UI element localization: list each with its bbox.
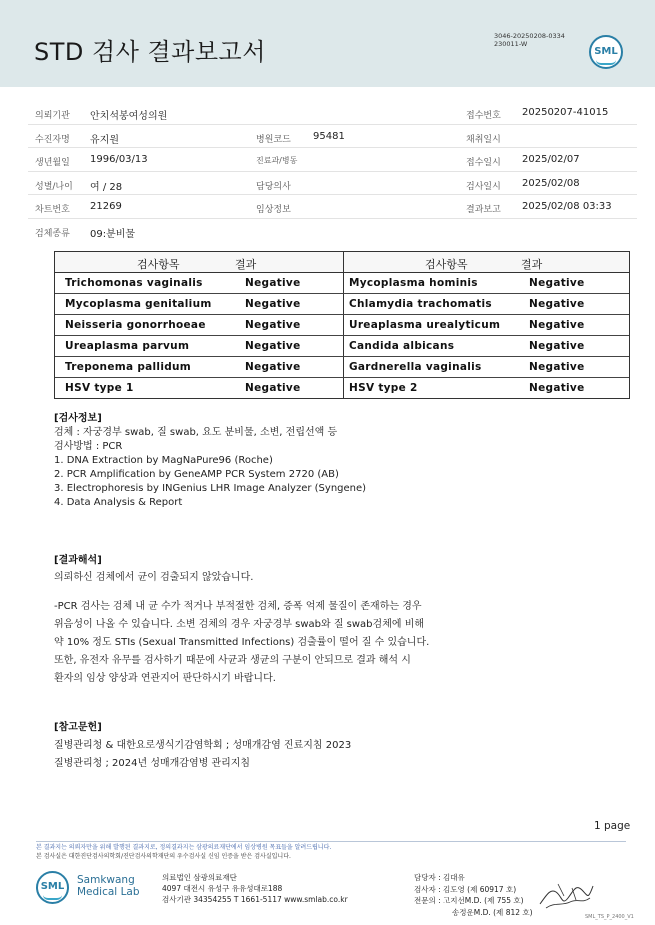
results-table <box>54 251 630 399</box>
test-item: Mycoplasma genitalium <box>65 298 212 310</box>
table-row <box>55 357 629 378</box>
staff-line: 담당자 : 김대유 <box>414 873 465 882</box>
table-row <box>55 378 629 399</box>
table-row <box>55 315 629 336</box>
column-header-result: 결과 <box>235 258 257 271</box>
test-item: Chlamydia trachomatis <box>349 298 492 310</box>
column-header-item: 검사항목 <box>425 258 468 271</box>
test-info-line: 2. PCR Amplification by GeneAMP PCR System 2720 (AB) <box>54 469 339 480</box>
report-header <box>0 0 655 87</box>
reported-label: 결과보고 <box>466 205 501 215</box>
document-number <box>494 32 565 48</box>
section-title: [결과해석] <box>54 555 102 566</box>
test-result: Negative <box>529 361 585 373</box>
interpretation-line: 환자의 임상 양상과 연관지어 판단하시기 바랍니다. <box>54 673 276 684</box>
patient-label: 수진자명 <box>35 134 70 145</box>
reference-line: 질병관리청 & 대한요로생식기감염학회 ; 성매개감염 진료지침 2023 <box>54 740 352 751</box>
test-info-section <box>54 412 366 510</box>
test-result: Negative <box>245 277 301 289</box>
sml-logo-icon <box>589 35 623 69</box>
test-item: Trichomonas vaginalis <box>65 277 203 289</box>
staff-line: 검사자 : 김도영 (제 60917 호) <box>414 884 517 894</box>
column-header-result: 결과 <box>521 258 543 271</box>
interpretation-line: 또한, 유전자 유무를 검사하기 때문에 사균과 생균의 구분이 안되므로 결과 해석 시 <box>54 655 411 666</box>
chart-no-label: 차트번호 <box>35 205 70 215</box>
test-result: Negative <box>245 319 301 331</box>
lab-info-line: 의료법인 삼광의료재단 <box>162 873 237 882</box>
test-item: Ureaplasma urealyticum <box>349 319 501 331</box>
test-result: Negative <box>529 382 585 394</box>
info-row <box>28 195 637 219</box>
test-result: Negative <box>245 298 301 310</box>
section-title: [검사정보] <box>54 413 102 424</box>
test-item: HSV type 2 <box>349 382 418 394</box>
specimen-value: 09:분비물 <box>90 228 136 240</box>
chart-no-value: 21269 <box>90 201 122 212</box>
test-info-line: 검체 : 자궁경부 swab, 질 swab, 요도 분비물, 소변, 전립선액 등 <box>54 427 338 438</box>
footer-notice <box>36 843 331 861</box>
logo-text: SML <box>594 46 618 57</box>
test-info-line: 1. DNA Extraction by MagNaPure96 (Roche) <box>54 455 273 466</box>
info-row <box>28 101 637 125</box>
section-title: [참고문헌] <box>54 722 102 733</box>
reference-line: 질병관리청 ; 2024년 성매개감염병 관리지침 <box>54 758 251 769</box>
test-result: Negative <box>245 361 301 373</box>
document-number-line: 230011-W <box>494 40 528 48</box>
tested-value: 2025/02/08 <box>522 177 580 189</box>
test-result: Negative <box>529 277 585 289</box>
institution-label: 의뢰기관 <box>35 111 70 121</box>
sex-age-value: 여 / 28 <box>90 181 123 193</box>
test-info-line: 검사방법 : PCR <box>54 441 123 452</box>
reported-value: 2025/02/08 03:33 <box>522 201 612 212</box>
table-row <box>55 336 629 357</box>
info-row <box>28 148 637 172</box>
collection-date-label: 채취일시 <box>466 134 501 145</box>
test-info-line: 3. Electrophoresis by INGenius LHR Image Analyzer (Syngene) <box>54 483 367 494</box>
test-result: Negative <box>245 340 301 352</box>
test-info-line: 4. Data Analysis & Report <box>54 497 183 508</box>
interpretation-line: -PCR 검사는 검체 내 균 수가 적거나 부적절한 검체, 증폭 억제 물질이 존재하는 경우 <box>54 601 422 612</box>
page-number: 1 page <box>594 820 631 832</box>
interpretation-summary: 의뢰하신 검체에서 균이 검출되지 않았습니다. <box>54 572 254 583</box>
tested-label: 검사일시 <box>466 181 501 192</box>
brand-logo-text: SML <box>40 881 65 892</box>
sml-brand-logo-icon <box>36 871 69 904</box>
interpretation-line: 위음성이 나올 수 있습니다. 소변 검체의 경우 자궁경부 swab와 질 swab검체에 비해 <box>54 619 425 630</box>
report-title: STD 검사 결과보고서 <box>34 38 266 66</box>
column-header-item: 검사항목 <box>137 258 180 271</box>
test-item: HSV type 1 <box>65 382 134 394</box>
test-item: Candida albicans <box>349 340 455 352</box>
footer-notice-line: 본 결과지는 의뢰자만을 위해 발행된 결과지로, 정의결과지는 삼광의료재단에서 임상병원 목표들을 알려드립니다. <box>36 844 332 851</box>
doctor-label: 담당의사 <box>256 181 291 192</box>
test-item: Treponema pallidum <box>65 361 192 373</box>
lab-info-line: 4097 대전시 유성구 유유성대로188 <box>162 884 283 893</box>
sex-age-label: 성별/나이 <box>35 181 73 192</box>
references-section <box>54 721 351 773</box>
signature-icon <box>536 878 596 912</box>
test-result: Negative <box>529 319 585 331</box>
test-item: Ureaplasma parvum <box>65 340 190 352</box>
test-item: Gardnerella vaginalis <box>349 361 482 373</box>
interpretation-line: 약 10% 정도 STIs (Sexual Transmitted Infections) 검출률이 떨어 질 수 있습니다. <box>54 637 430 648</box>
institution-value: 안치석봉여성의원 <box>90 111 168 122</box>
received-label: 접수일시 <box>466 158 501 168</box>
staff-block <box>414 872 533 918</box>
receipt-no-label: 접수번호 <box>466 111 501 121</box>
info-row <box>28 125 637 149</box>
results-table-header <box>55 252 629 273</box>
dept-label: 진료과/병동 <box>256 156 298 165</box>
form-code: SML_TS_P_2400_V1 <box>585 914 634 920</box>
staff-line: 송정운M.D. (제 812 호) <box>452 907 533 917</box>
lab-info-line: 검사기관 34354255 T 1661-5117 www.smlab.co.kr <box>162 895 348 904</box>
birth-value: 1996/03/13 <box>90 154 148 165</box>
brand-name <box>77 874 140 898</box>
test-result: Negative <box>245 382 301 394</box>
patient-info-table <box>28 101 637 242</box>
specimen-label: 검체종류 <box>35 228 70 239</box>
lab-address-block <box>162 872 348 905</box>
received-value: 2025/02/07 <box>522 154 580 165</box>
info-row <box>28 172 637 196</box>
receipt-no-value: 20250207-41015 <box>522 107 609 118</box>
interpretation-section <box>54 554 429 688</box>
table-row <box>55 273 629 294</box>
patient-value: 유지원 <box>90 134 119 146</box>
test-item: Neisseria gonorrhoeae <box>65 319 206 331</box>
ward-code-value: 95481 <box>313 130 345 142</box>
table-row <box>55 294 629 315</box>
test-result: Negative <box>529 298 585 310</box>
document-number-line: 3046-20250208-0334 <box>494 32 565 40</box>
test-result: Negative <box>529 340 585 352</box>
brand-name-line: Samkwang <box>77 874 135 886</box>
test-item: Mycoplasma hominis <box>349 277 478 289</box>
brand-name-line: Medical Lab <box>77 886 140 898</box>
info-row <box>28 219 637 243</box>
staff-line: 전문의 : 고지선M.D. (제 755 호) <box>414 896 524 905</box>
clinical-label: 임상정보 <box>256 205 291 215</box>
footer-notice-line: 본 검사실은 대한진단검사의학회/진단검사의학재단의 우수검사실 신임 인증을 받은 검사실입니다. <box>36 853 291 860</box>
birth-label: 생년월일 <box>35 158 70 168</box>
ward-code-label: 병원코드 <box>256 134 291 145</box>
